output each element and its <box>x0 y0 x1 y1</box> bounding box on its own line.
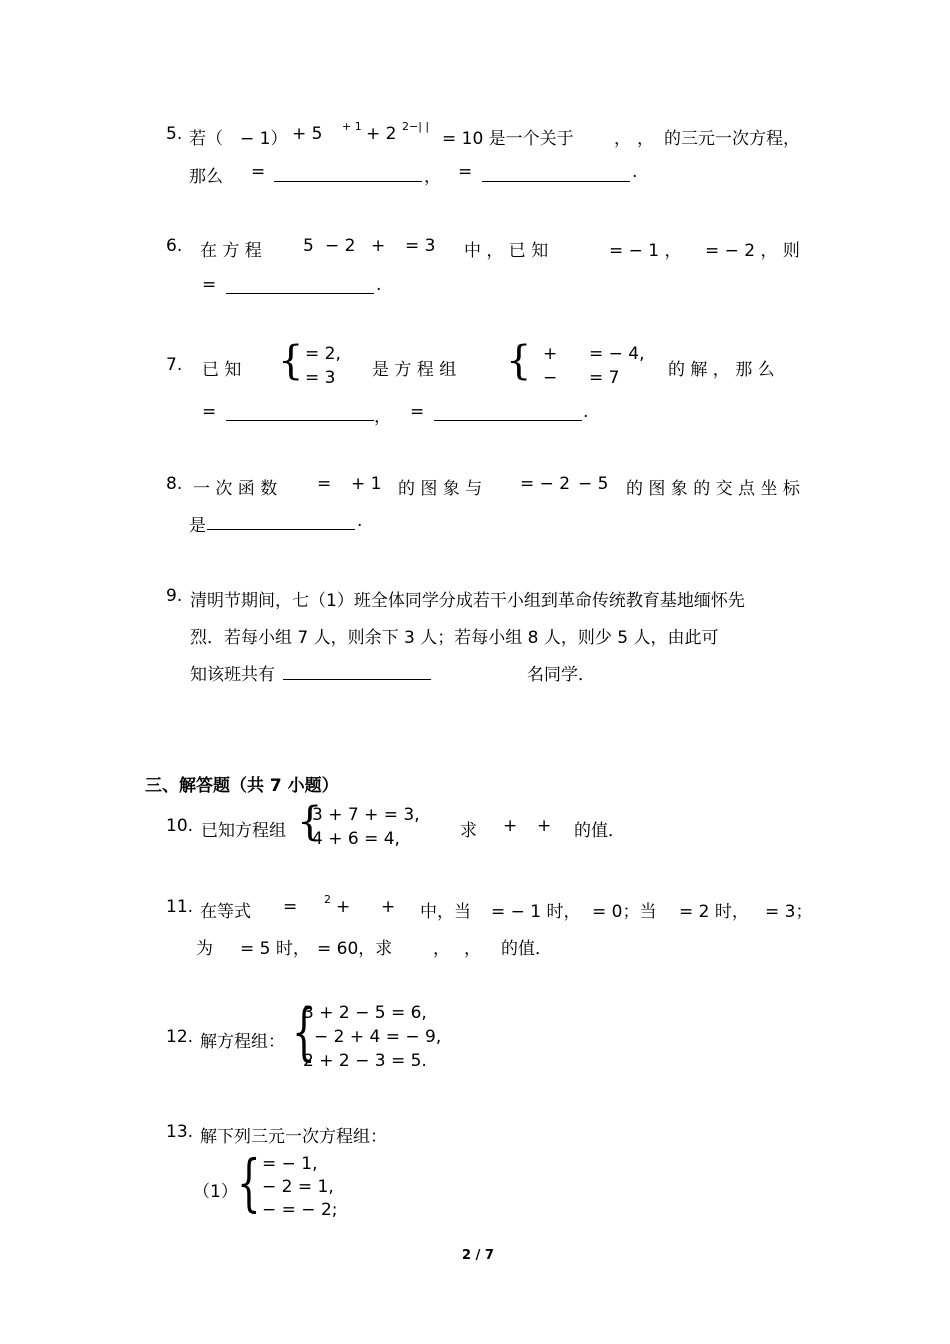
q5-text: ， <box>614 129 631 149</box>
q6-text: = <box>202 275 217 295</box>
q8-text: + 1 <box>351 474 382 494</box>
q6-text: . <box>376 275 382 295</box>
question-number: 8. <box>166 474 183 494</box>
q12-equation: − 2 + 4 = − 9, <box>314 1027 442 1047</box>
q7-solution-line: = 3 <box>305 368 336 388</box>
q9-line-3: 知该班共有 <box>190 665 275 685</box>
q13-equation: − 2 = 1, <box>262 1177 334 1197</box>
q5-text: ， <box>424 167 441 187</box>
q6-text: 中 ， 已 知 <box>464 241 549 261</box>
q6-text: = 3 <box>405 236 436 256</box>
q7-text: = <box>202 402 217 422</box>
q11-text: = <box>283 897 298 917</box>
q5-text: − 1） <box>240 129 288 149</box>
q11-text: = 0；当 <box>592 902 657 922</box>
q7-equation: − <box>543 368 558 388</box>
q5-text: + 2 <box>366 124 397 144</box>
q6-text: + <box>371 236 386 256</box>
q8-text: . <box>357 511 363 531</box>
answer-blank <box>434 420 582 421</box>
left-brace-icon: { <box>278 338 304 384</box>
q12-equation: 2 + 2 − 3 = 5. <box>303 1051 427 1071</box>
left-brace-icon: { <box>292 995 316 1068</box>
q11-text: ， <box>464 939 481 959</box>
q10-text: 的值． <box>574 821 625 841</box>
question-number: 5. <box>166 124 183 144</box>
question-number: 7. <box>166 355 183 375</box>
left-brace-icon: { <box>297 799 323 845</box>
q10-equation: 4 + 6 = 4, <box>312 829 400 849</box>
q5-text: = <box>458 162 473 182</box>
q7-text: 已 知 <box>202 360 242 380</box>
answer-blank <box>226 420 374 421</box>
q12-text: 解方程组： <box>200 1032 285 1052</box>
q8-text: = <box>317 474 332 494</box>
q9-line-1: 清明节期间，七（1）班全体同学分成若干小组到革命传统教育基地缅怀先 <box>190 591 745 611</box>
question-number: 12. <box>166 1027 194 1047</box>
q11-text: = 60，求 <box>317 939 393 959</box>
q7-text: 的 解 ， 那 么 <box>668 360 775 380</box>
answer-blank <box>482 181 630 182</box>
answer-blank <box>207 529 355 530</box>
q5-exponent: + 1 <box>342 120 362 133</box>
question-number: 10. <box>166 816 194 836</box>
question-number: 6. <box>166 236 183 256</box>
question-number: 11. <box>166 897 194 917</box>
q8-text: − 5 <box>578 474 609 494</box>
q5-text: 若（ <box>189 129 223 149</box>
q10-text: + <box>537 816 552 836</box>
q7-equation: = − 4, <box>589 344 645 364</box>
q7-text: = <box>410 402 425 422</box>
left-brace-icon: { <box>506 338 532 384</box>
answer-blank <box>274 181 422 182</box>
page-number: 2 / 7 <box>462 1248 494 1263</box>
q9-line-3-end: 名同学． <box>527 665 595 685</box>
q5-text: ， <box>637 129 654 149</box>
q7-solution-line: = 2, <box>305 344 341 364</box>
q11-text: 的值． <box>501 939 552 959</box>
q11-text: + <box>336 897 351 917</box>
q7-text: ， <box>374 407 391 427</box>
answer-blank <box>226 293 374 294</box>
q8-text: 的 图 象 与 <box>398 479 483 499</box>
q10-text: 已知方程组 <box>201 821 286 841</box>
q11-text: 中，当 <box>420 902 471 922</box>
q8-text: 是 <box>189 516 206 536</box>
q11-text: = − 1 时， <box>491 902 581 922</box>
q13-sub-label: （1） <box>193 1182 238 1202</box>
q8-text: = − 2 <box>520 474 571 494</box>
q11-text: 为 <box>196 939 213 959</box>
q11-text: 在等式 <box>200 902 251 922</box>
q5-text: 那么 <box>189 167 223 187</box>
q11-text: ， <box>433 939 450 959</box>
q11-text: = 2 时， <box>679 902 749 922</box>
answer-blank <box>283 679 431 680</box>
q6-text: − 2 <box>325 236 356 256</box>
q9-line-2: 烈．若每小组 7 人，则余下 3 人；若每小组 8 人，则少 5 人，由此可 <box>190 628 719 648</box>
q13-equation: − = − 2; <box>262 1200 338 1220</box>
q13-text: 解下列三元一次方程组： <box>200 1127 387 1147</box>
q5-text: . <box>632 162 638 182</box>
q6-text: 在 方 程 <box>200 241 262 261</box>
q6-text: = − 1 ， <box>609 241 682 261</box>
q7-equation: = 7 <box>589 368 620 388</box>
q10-text: + <box>503 816 518 836</box>
q5-exponent: 2−| | <box>402 120 430 133</box>
section-title: 三、解答题（共 7 小题） <box>145 776 339 796</box>
q5-text: + 5 <box>292 124 323 144</box>
q7-equation: + <box>543 344 558 364</box>
q5-text: = <box>251 162 266 182</box>
q6-text: = − 2 ， 则 <box>705 241 800 261</box>
q8-text: 一 次 函 数 <box>193 479 278 499</box>
q11-text: = 5 时， <box>240 939 310 959</box>
q10-equation: 3 + 7 + = 3, <box>312 805 420 825</box>
q8-text: 的 图 象 的 交 点 坐 标 <box>626 479 800 499</box>
q11-exponent: 2 <box>324 893 331 906</box>
q7-text: . <box>583 402 589 422</box>
q11-text: + <box>381 897 396 917</box>
q12-equation: 3 + 2 − 5 = 6, <box>303 1003 427 1023</box>
q5-text: = 10 是一个关于 <box>442 129 574 149</box>
q11-text: = 3； <box>765 902 813 922</box>
question-number: 13. <box>166 1122 194 1142</box>
q13-equation: = − 1, <box>262 1154 318 1174</box>
q6-text: 5 <box>303 236 314 256</box>
q7-text: 是 方 程 组 <box>372 360 457 380</box>
left-brace-icon: { <box>237 1146 261 1219</box>
q10-text: 求 <box>460 821 477 841</box>
q5-text: 的三元一次方程， <box>664 129 800 149</box>
question-number: 9. <box>166 586 183 606</box>
